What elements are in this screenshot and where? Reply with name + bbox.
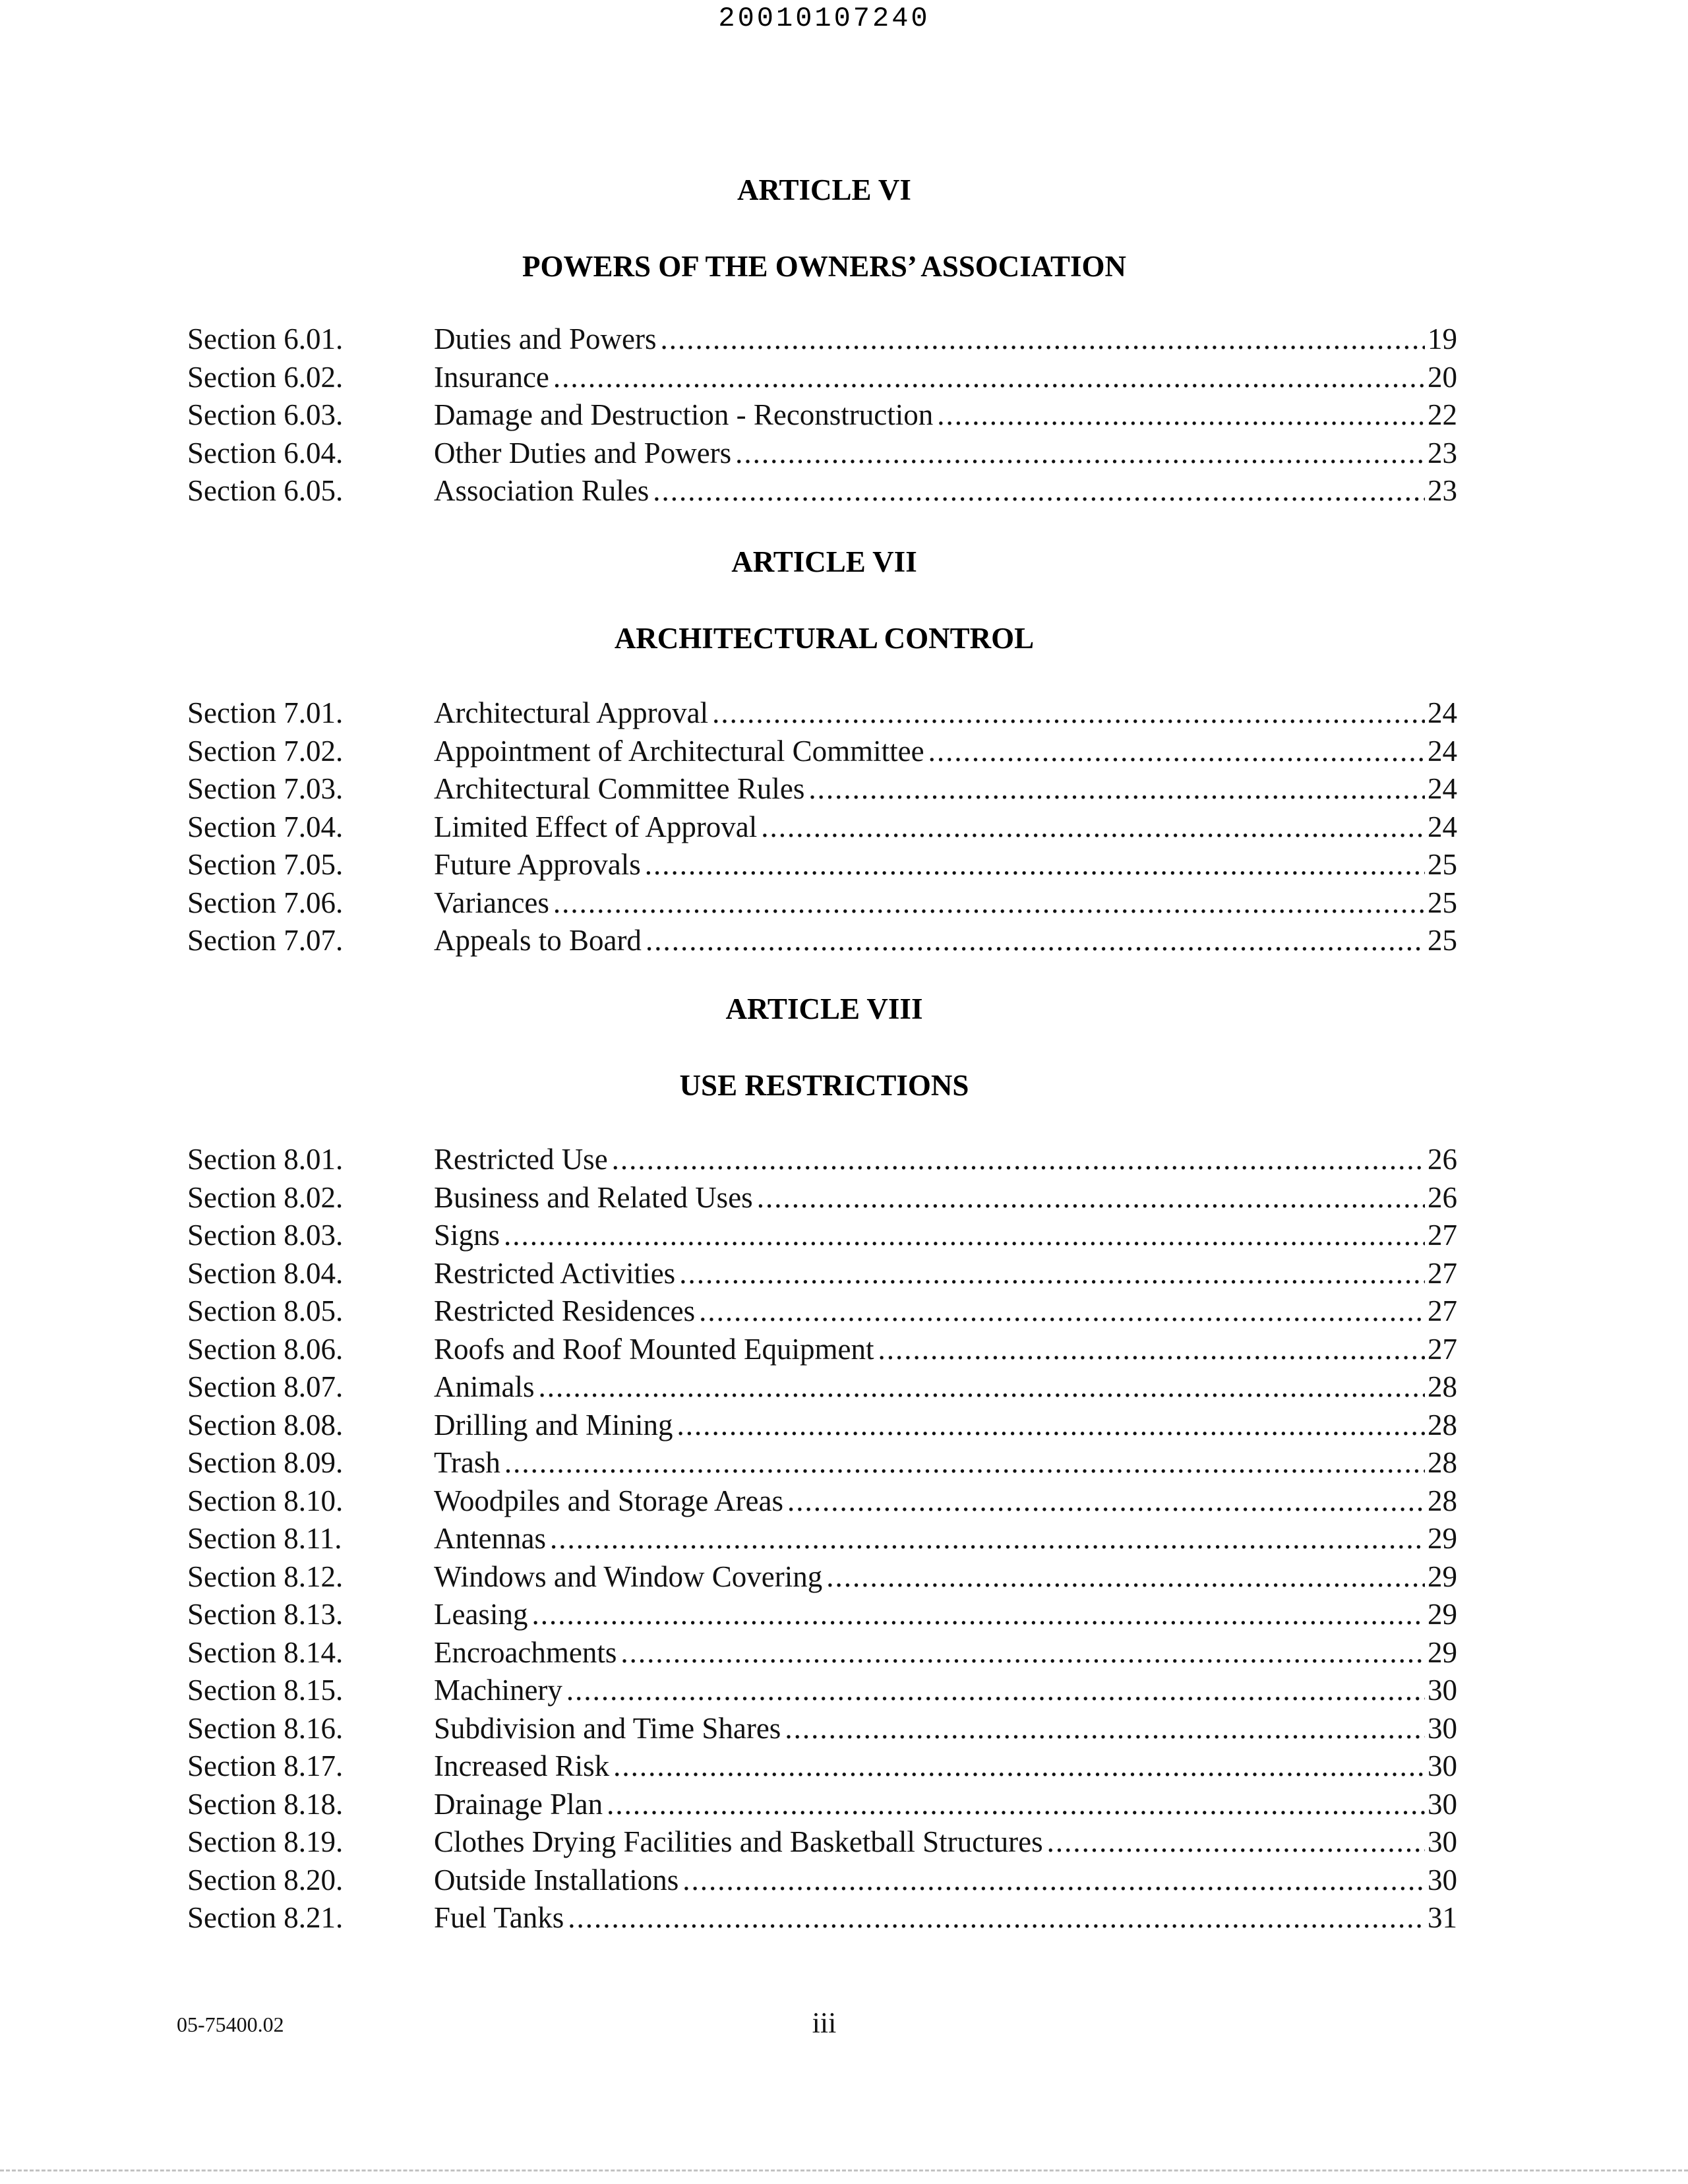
dot-leader bbox=[787, 1482, 1425, 1521]
section-title: Increased Risk bbox=[434, 1749, 610, 1782]
toc-row-7-05 bbox=[187, 846, 1457, 884]
toc-row-8-16 bbox=[187, 1710, 1457, 1748]
section-title: Animals bbox=[434, 1370, 535, 1403]
section-number: Section 8.16. bbox=[187, 1711, 344, 1745]
section-title: Appointment of Architectural Committee bbox=[434, 734, 924, 768]
section-title: Insurance bbox=[434, 360, 549, 394]
section-number: Section 8.12. bbox=[187, 1560, 344, 1593]
section-number: Section 8.06. bbox=[187, 1332, 344, 1366]
section-number: Section 6.05. bbox=[187, 474, 344, 507]
section-title: Outside Installations bbox=[434, 1863, 679, 1896]
section-number: Section 8.07. bbox=[187, 1370, 344, 1403]
section-number: Section 8.15. bbox=[187, 1674, 344, 1707]
toc-row-8-07 bbox=[187, 1368, 1457, 1407]
section-title: Windows and Window Covering bbox=[434, 1560, 823, 1593]
section-title: Drainage Plan bbox=[434, 1787, 603, 1821]
section-page: 25 bbox=[1428, 924, 1457, 957]
section-title: Limited Effect of Approval bbox=[434, 810, 758, 843]
toc-row-8-14 bbox=[187, 1634, 1457, 1672]
section-page: 25 bbox=[1428, 848, 1457, 881]
toc-row-8-02 bbox=[187, 1179, 1457, 1217]
section-title: Fuel Tanks bbox=[434, 1901, 564, 1934]
toc-row-8-10 bbox=[187, 1482, 1457, 1521]
section-page: 28 bbox=[1428, 1370, 1457, 1403]
toc-row-7-01 bbox=[187, 694, 1457, 733]
section-number: Section 7.04. bbox=[187, 810, 344, 843]
article-6-toc bbox=[187, 320, 1457, 510]
dot-leader bbox=[682, 1862, 1425, 1900]
dot-leader bbox=[620, 1634, 1425, 1672]
toc-row-8-08 bbox=[187, 1407, 1457, 1445]
dot-leader bbox=[568, 1899, 1425, 1937]
dot-leader bbox=[613, 1747, 1425, 1786]
dot-leader bbox=[712, 694, 1425, 733]
section-page: 28 bbox=[1428, 1408, 1457, 1441]
section-title: Duties and Powers bbox=[434, 322, 657, 355]
dot-leader bbox=[928, 733, 1425, 771]
section-number: Section 7.06. bbox=[187, 886, 344, 919]
dot-leader bbox=[566, 1672, 1425, 1710]
section-page: 29 bbox=[1428, 1560, 1457, 1593]
section-title: Drilling and Mining bbox=[434, 1408, 673, 1441]
section-page: 31 bbox=[1428, 1901, 1457, 1934]
toc-row-7-04 bbox=[187, 808, 1457, 847]
toc-row-8-20 bbox=[187, 1862, 1457, 1900]
section-page: 29 bbox=[1428, 1598, 1457, 1631]
section-page: 26 bbox=[1428, 1143, 1457, 1176]
section-title: Association Rules bbox=[434, 474, 649, 507]
article-8-heading: ARTICLE VIII bbox=[725, 992, 923, 1025]
section-page: 30 bbox=[1428, 1749, 1457, 1782]
dot-leader bbox=[553, 884, 1425, 923]
article-6-title: POWERS OF THE OWNERS’ ASSOCIATION bbox=[522, 250, 1127, 283]
article-7-toc bbox=[187, 694, 1457, 960]
section-number: Section 6.02. bbox=[187, 360, 344, 394]
toc-row-8-17 bbox=[187, 1747, 1457, 1786]
dot-leader bbox=[607, 1786, 1425, 1824]
dot-leader bbox=[761, 808, 1425, 847]
section-title: Roofs and Roof Mounted Equipment bbox=[434, 1332, 874, 1366]
section-page: 24 bbox=[1428, 772, 1457, 805]
section-page: 30 bbox=[1428, 1825, 1457, 1858]
dot-leader bbox=[679, 1255, 1425, 1293]
toc-row-6-04 bbox=[187, 435, 1457, 473]
dot-leader bbox=[531, 1596, 1425, 1634]
section-number: Section 8.17. bbox=[187, 1749, 344, 1782]
section-number: Section 8.05. bbox=[187, 1294, 344, 1327]
toc-row-8-12 bbox=[187, 1558, 1457, 1596]
dot-leader bbox=[735, 435, 1425, 473]
section-page: 28 bbox=[1428, 1484, 1457, 1517]
article-7-title: ARCHITECTURAL CONTROL bbox=[614, 622, 1035, 655]
section-page: 25 bbox=[1428, 886, 1457, 919]
section-number: Section 8.20. bbox=[187, 1863, 344, 1896]
dot-leader bbox=[826, 1558, 1425, 1596]
toc-row-7-07 bbox=[187, 922, 1457, 960]
section-page: 27 bbox=[1428, 1219, 1457, 1252]
toc-row-8-15 bbox=[187, 1672, 1457, 1710]
section-page: 30 bbox=[1428, 1787, 1457, 1821]
section-title: Damage and Destruction - Reconstruction bbox=[434, 398, 934, 431]
article-8-title: USE RESTRICTIONS bbox=[679, 1069, 969, 1102]
dot-leader bbox=[550, 1520, 1425, 1558]
section-page: 27 bbox=[1428, 1256, 1457, 1290]
dot-leader bbox=[785, 1710, 1425, 1748]
section-page: 20 bbox=[1428, 360, 1457, 394]
section-number: Section 6.01. bbox=[187, 322, 344, 355]
section-title: Appeals to Board bbox=[434, 924, 642, 957]
section-title: Signs bbox=[434, 1219, 500, 1252]
toc-row-8-18 bbox=[187, 1786, 1457, 1824]
section-title: Future Approvals bbox=[434, 848, 641, 881]
section-number: Section 8.11. bbox=[187, 1522, 342, 1555]
section-number: Section 8.02. bbox=[187, 1180, 344, 1214]
section-page: 30 bbox=[1428, 1863, 1457, 1896]
section-page: 30 bbox=[1428, 1711, 1457, 1745]
dot-leader bbox=[504, 1444, 1425, 1482]
document-number: 20010107240 bbox=[718, 3, 930, 34]
dot-leader bbox=[553, 359, 1425, 397]
section-page: 27 bbox=[1428, 1294, 1457, 1327]
section-number: Section 8.04. bbox=[187, 1256, 344, 1290]
section-page: 30 bbox=[1428, 1674, 1457, 1707]
section-title: Encroachments bbox=[434, 1635, 617, 1669]
footer-page-number: iii bbox=[812, 2007, 837, 2039]
section-number: Section 7.05. bbox=[187, 848, 344, 881]
section-title: Leasing bbox=[434, 1598, 528, 1631]
section-number: Section 6.03. bbox=[187, 398, 344, 431]
dot-leader bbox=[645, 846, 1425, 884]
dot-leader bbox=[1047, 1823, 1425, 1862]
section-page: 28 bbox=[1428, 1446, 1457, 1479]
section-number: Section 8.13. bbox=[187, 1598, 344, 1631]
toc-row-8-04 bbox=[187, 1255, 1457, 1293]
section-page: 24 bbox=[1428, 810, 1457, 843]
section-title: Clothes Drying Facilities and Basketball Structures bbox=[434, 1825, 1043, 1858]
section-title: Architectural Approval bbox=[434, 696, 709, 729]
toc-row-6-02 bbox=[187, 359, 1457, 397]
section-title: Woodpiles and Storage Areas bbox=[434, 1484, 784, 1517]
toc-row-6-03 bbox=[187, 396, 1457, 435]
section-number: Section 8.03. bbox=[187, 1219, 344, 1252]
toc-row-6-01 bbox=[187, 320, 1457, 359]
section-number: Section 7.02. bbox=[187, 734, 344, 768]
section-title: Variances bbox=[434, 886, 549, 919]
section-number: Section 8.21. bbox=[187, 1901, 344, 1934]
section-page: 29 bbox=[1428, 1522, 1457, 1555]
section-number: Section 8.01. bbox=[187, 1143, 344, 1176]
toc-row-8-21 bbox=[187, 1899, 1457, 1937]
dot-leader bbox=[878, 1331, 1425, 1369]
section-title: Other Duties and Powers bbox=[434, 436, 732, 470]
section-number: Section 8.08. bbox=[187, 1408, 344, 1441]
section-page: 29 bbox=[1428, 1635, 1457, 1669]
dot-leader bbox=[757, 1179, 1425, 1217]
toc-row-8-03 bbox=[187, 1217, 1457, 1255]
article-8-toc bbox=[187, 1141, 1457, 1937]
section-page: 27 bbox=[1428, 1332, 1457, 1366]
section-title: Restricted Use bbox=[434, 1143, 608, 1176]
section-page: 24 bbox=[1428, 734, 1457, 768]
section-page: 26 bbox=[1428, 1180, 1457, 1214]
section-number: Section 8.10. bbox=[187, 1484, 344, 1517]
section-number: Section 7.07. bbox=[187, 924, 344, 957]
dot-leader bbox=[660, 320, 1425, 359]
toc-row-8-19 bbox=[187, 1823, 1457, 1862]
section-page: 24 bbox=[1428, 696, 1457, 729]
section-title: Trash bbox=[434, 1446, 500, 1479]
dot-leader bbox=[653, 472, 1425, 510]
toc-row-6-05 bbox=[187, 472, 1457, 510]
section-page: 19 bbox=[1428, 322, 1457, 355]
section-page: 22 bbox=[1428, 398, 1457, 431]
section-page: 23 bbox=[1428, 436, 1457, 470]
section-title: Machinery bbox=[434, 1674, 562, 1707]
section-number: Section 6.04. bbox=[187, 436, 344, 470]
scan-artifact-line bbox=[0, 2169, 1688, 2171]
section-title: Restricted Residences bbox=[434, 1294, 696, 1327]
toc-row-7-02 bbox=[187, 733, 1457, 771]
footer-document-code: 05-75400.02 bbox=[177, 2013, 284, 2036]
toc-row-8-06 bbox=[187, 1331, 1457, 1369]
section-number: Section 8.09. bbox=[187, 1446, 344, 1479]
section-number: Section 7.01. bbox=[187, 696, 344, 729]
article-7-heading: ARTICLE VII bbox=[731, 545, 917, 578]
dot-leader bbox=[937, 396, 1425, 435]
toc-row-8-11 bbox=[187, 1520, 1457, 1558]
section-number: Section 8.14. bbox=[187, 1635, 344, 1669]
dot-leader bbox=[504, 1217, 1425, 1255]
section-number: Section 8.19. bbox=[187, 1825, 344, 1858]
toc-row-8-01 bbox=[187, 1141, 1457, 1179]
dot-leader bbox=[677, 1407, 1425, 1445]
toc-row-8-13 bbox=[187, 1596, 1457, 1634]
section-number: Section 8.18. bbox=[187, 1787, 344, 1821]
dot-leader bbox=[808, 770, 1425, 808]
section-title: Restricted Activities bbox=[434, 1256, 676, 1290]
dot-leader bbox=[646, 922, 1425, 960]
section-number: Section 7.03. bbox=[187, 772, 344, 805]
section-title: Subdivision and Time Shares bbox=[434, 1711, 781, 1745]
toc-row-7-06 bbox=[187, 884, 1457, 923]
article-6-heading: ARTICLE VI bbox=[737, 173, 911, 206]
section-title: Antennas bbox=[434, 1522, 546, 1555]
dot-leader bbox=[612, 1141, 1425, 1179]
dot-leader bbox=[539, 1368, 1426, 1407]
toc-row-7-03 bbox=[187, 770, 1457, 808]
section-page: 23 bbox=[1428, 474, 1457, 507]
dot-leader bbox=[699, 1292, 1425, 1331]
section-title: Architectural Committee Rules bbox=[434, 772, 805, 805]
section-title: Business and Related Uses bbox=[434, 1180, 753, 1214]
toc-row-8-05 bbox=[187, 1292, 1457, 1331]
toc-row-8-09 bbox=[187, 1444, 1457, 1482]
